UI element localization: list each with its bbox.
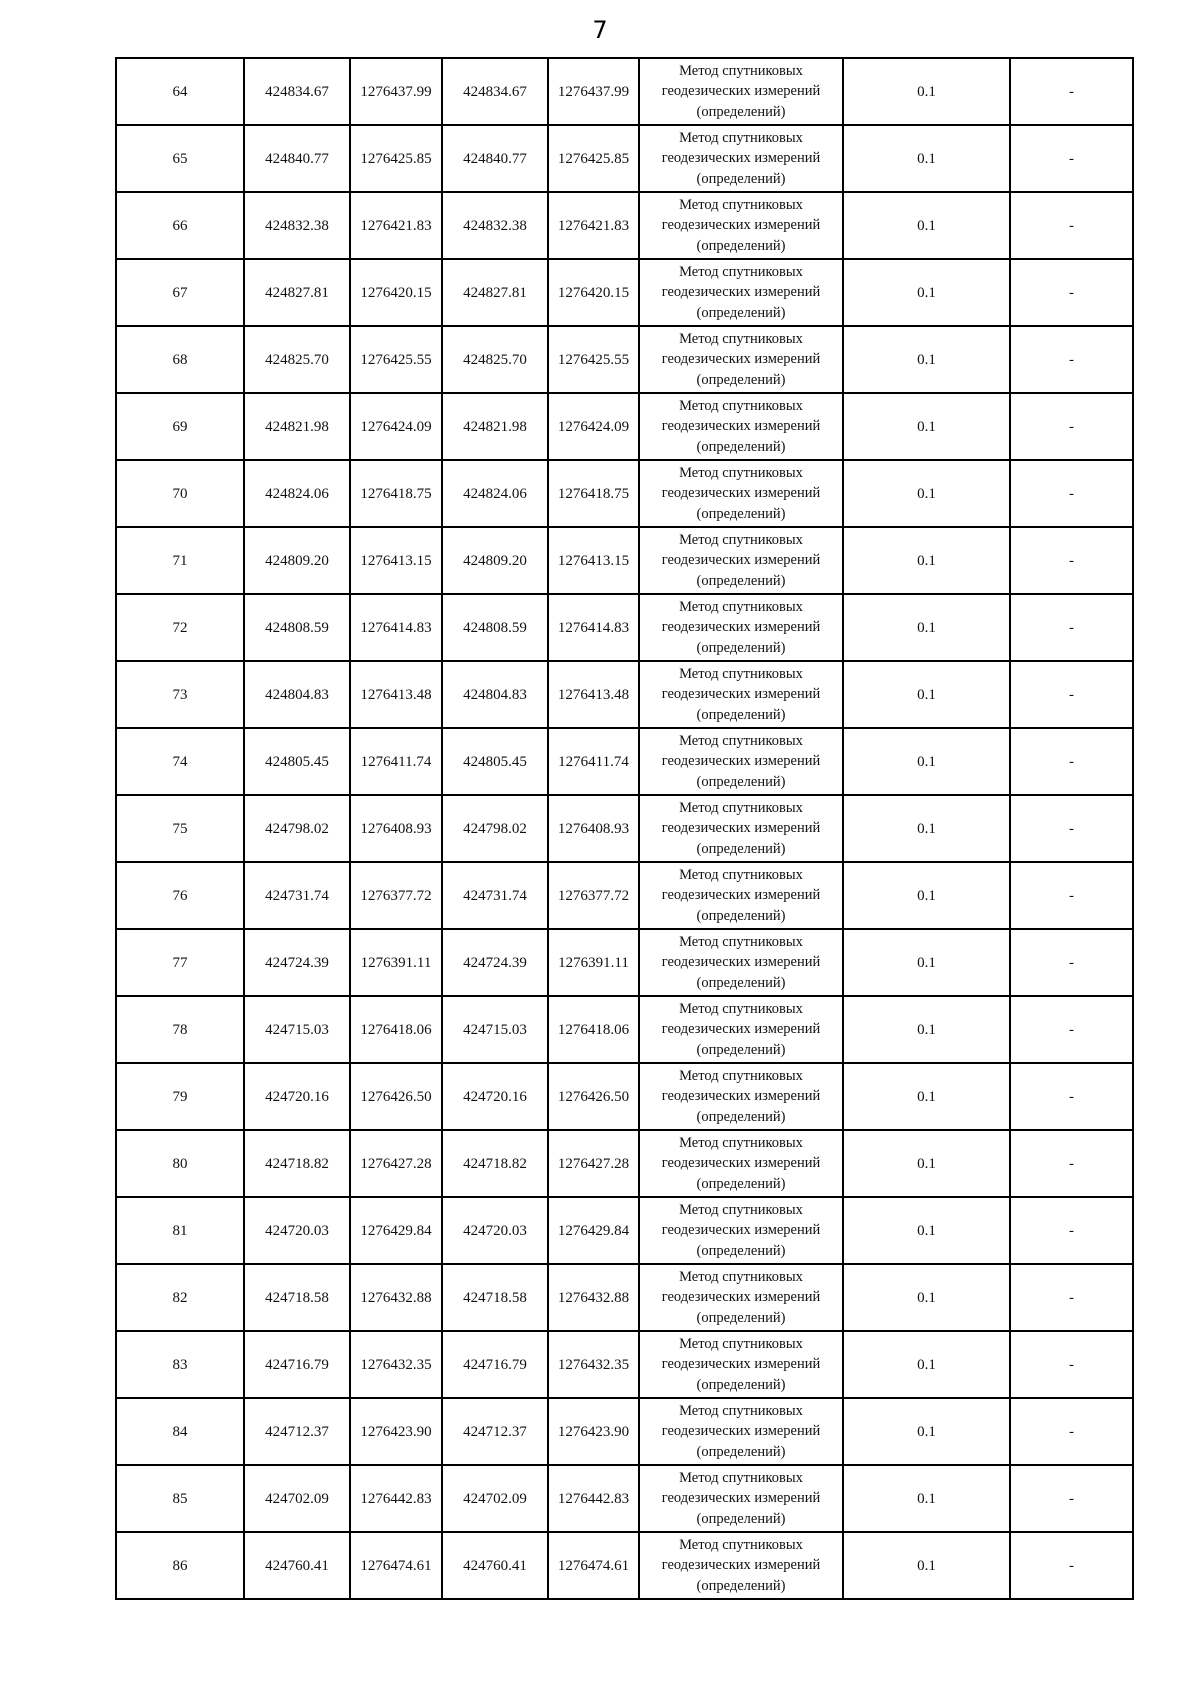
refined-x-cell: 424805.45 [442, 728, 548, 795]
accuracy-cell: 0.1 [843, 393, 1010, 460]
existing-y-cell: 1276437.99 [350, 58, 442, 125]
method-cell: Метод спутниковых геодезических измерений (определений) [639, 393, 843, 460]
table-row [116, 661, 1133, 728]
existing-y-cell: 1276413.15 [350, 527, 442, 594]
existing-y-cell: 1276427.28 [350, 1130, 442, 1197]
note-cell: - [1010, 393, 1133, 460]
refined-x-cell: 424718.58 [442, 1264, 548, 1331]
refined-y-cell: 1276425.85 [548, 125, 639, 192]
accuracy-cell: 0.1 [843, 1130, 1010, 1197]
existing-x-cell: 424724.39 [244, 929, 350, 996]
point-number-cell: 66 [116, 192, 244, 259]
accuracy-cell: 0.1 [843, 1532, 1010, 1599]
note-cell: - [1010, 326, 1133, 393]
method-cell: Метод спутниковых геодезических измерений (определений) [639, 527, 843, 594]
refined-y-cell: 1276413.15 [548, 527, 639, 594]
table-row [116, 1264, 1133, 1331]
refined-y-cell: 1276414.83 [548, 594, 639, 661]
refined-x-cell: 424821.98 [442, 393, 548, 460]
existing-y-cell: 1276426.50 [350, 1063, 442, 1130]
refined-y-cell: 1276427.28 [548, 1130, 639, 1197]
refined-x-cell: 424716.79 [442, 1331, 548, 1398]
existing-x-cell: 424720.03 [244, 1197, 350, 1264]
existing-x-cell: 424832.38 [244, 192, 350, 259]
existing-y-cell: 1276425.85 [350, 125, 442, 192]
table-body [116, 58, 1133, 1599]
refined-x-cell: 424724.39 [442, 929, 548, 996]
point-number-cell: 68 [116, 326, 244, 393]
note-cell: - [1010, 594, 1133, 661]
refined-x-cell: 424840.77 [442, 125, 548, 192]
refined-y-cell: 1276391.11 [548, 929, 639, 996]
existing-y-cell: 1276423.90 [350, 1398, 442, 1465]
point-number-cell: 67 [116, 259, 244, 326]
table-row [116, 1130, 1133, 1197]
point-number-cell: 81 [116, 1197, 244, 1264]
accuracy-cell: 0.1 [843, 1264, 1010, 1331]
existing-x-cell: 424821.98 [244, 393, 350, 460]
note-cell: - [1010, 125, 1133, 192]
refined-x-cell: 424834.67 [442, 58, 548, 125]
point-number-cell: 80 [116, 1130, 244, 1197]
method-cell: Метод спутниковых геодезических измерений (определений) [639, 728, 843, 795]
point-number-cell: 64 [116, 58, 244, 125]
existing-x-cell: 424824.06 [244, 460, 350, 527]
table-row [116, 594, 1133, 661]
existing-y-cell: 1276418.06 [350, 996, 442, 1063]
refined-y-cell: 1276408.93 [548, 795, 639, 862]
method-cell: Метод спутниковых геодезических измерений (определений) [639, 1398, 843, 1465]
existing-x-cell: 424805.45 [244, 728, 350, 795]
point-number-cell: 83 [116, 1331, 244, 1398]
accuracy-cell: 0.1 [843, 527, 1010, 594]
refined-x-cell: 424718.82 [442, 1130, 548, 1197]
method-cell: Метод спутниковых геодезических измерений (определений) [639, 795, 843, 862]
refined-x-cell: 424809.20 [442, 527, 548, 594]
existing-y-cell: 1276424.09 [350, 393, 442, 460]
refined-y-cell: 1276421.83 [548, 192, 639, 259]
method-cell: Метод спутниковых геодезических измерений (определений) [639, 1465, 843, 1532]
method-cell: Метод спутниковых геодезических измерений (определений) [639, 1331, 843, 1398]
refined-x-cell: 424731.74 [442, 862, 548, 929]
refined-y-cell: 1276424.09 [548, 393, 639, 460]
table-row [116, 1331, 1133, 1398]
accuracy-cell: 0.1 [843, 996, 1010, 1063]
note-cell: - [1010, 1532, 1133, 1599]
point-number-cell: 78 [116, 996, 244, 1063]
point-number-cell: 84 [116, 1398, 244, 1465]
existing-x-cell: 424825.70 [244, 326, 350, 393]
note-cell: - [1010, 1398, 1133, 1465]
refined-x-cell: 424825.70 [442, 326, 548, 393]
point-number-cell: 85 [116, 1465, 244, 1532]
existing-x-cell: 424809.20 [244, 527, 350, 594]
table-row [116, 1197, 1133, 1264]
note-cell: - [1010, 1465, 1133, 1532]
existing-y-cell: 1276418.75 [350, 460, 442, 527]
refined-x-cell: 424804.83 [442, 661, 548, 728]
note-cell: - [1010, 728, 1133, 795]
existing-x-cell: 424712.37 [244, 1398, 350, 1465]
accuracy-cell: 0.1 [843, 326, 1010, 393]
method-cell: Метод спутниковых геодезических измерений (определений) [639, 1264, 843, 1331]
refined-y-cell: 1276418.06 [548, 996, 639, 1063]
refined-x-cell: 424824.06 [442, 460, 548, 527]
existing-y-cell: 1276474.61 [350, 1532, 442, 1599]
existing-x-cell: 424731.74 [244, 862, 350, 929]
note-cell: - [1010, 1063, 1133, 1130]
existing-y-cell: 1276408.93 [350, 795, 442, 862]
note-cell: - [1010, 527, 1133, 594]
method-cell: Метод спутниковых геодезических измерений (определений) [639, 862, 843, 929]
table-row [116, 728, 1133, 795]
existing-x-cell: 424716.79 [244, 1331, 350, 1398]
point-number-cell: 75 [116, 795, 244, 862]
refined-x-cell: 424720.03 [442, 1197, 548, 1264]
method-cell: Метод спутниковых геодезических измерений (определений) [639, 1130, 843, 1197]
table-row [116, 527, 1133, 594]
method-cell: Метод спутниковых геодезических измерений (определений) [639, 929, 843, 996]
existing-x-cell: 424804.83 [244, 661, 350, 728]
accuracy-cell: 0.1 [843, 594, 1010, 661]
accuracy-cell: 0.1 [843, 1465, 1010, 1532]
refined-y-cell: 1276437.99 [548, 58, 639, 125]
existing-y-cell: 1276391.11 [350, 929, 442, 996]
existing-y-cell: 1276411.74 [350, 728, 442, 795]
refined-x-cell: 424832.38 [442, 192, 548, 259]
method-cell: Метод спутниковых геодезических измерений (определений) [639, 125, 843, 192]
refined-y-cell: 1276418.75 [548, 460, 639, 527]
table-row [116, 862, 1133, 929]
method-cell: Метод спутниковых геодезических измерений (определений) [639, 594, 843, 661]
existing-x-cell: 424715.03 [244, 996, 350, 1063]
existing-x-cell: 424827.81 [244, 259, 350, 326]
note-cell: - [1010, 661, 1133, 728]
point-number-cell: 86 [116, 1532, 244, 1599]
note-cell: - [1010, 58, 1133, 125]
refined-y-cell: 1276423.90 [548, 1398, 639, 1465]
refined-x-cell: 424712.37 [442, 1398, 548, 1465]
table-row [116, 460, 1133, 527]
existing-y-cell: 1276442.83 [350, 1465, 442, 1532]
refined-x-cell: 424798.02 [442, 795, 548, 862]
refined-y-cell: 1276442.83 [548, 1465, 639, 1532]
table-row [116, 192, 1133, 259]
page-number: 7 [592, 16, 608, 44]
note-cell: - [1010, 996, 1133, 1063]
point-number-cell: 79 [116, 1063, 244, 1130]
table-row [116, 393, 1133, 460]
existing-y-cell: 1276413.48 [350, 661, 442, 728]
point-number-cell: 82 [116, 1264, 244, 1331]
point-number-cell: 70 [116, 460, 244, 527]
point-number-cell: 77 [116, 929, 244, 996]
table-row [116, 326, 1133, 393]
accuracy-cell: 0.1 [843, 192, 1010, 259]
accuracy-cell: 0.1 [843, 661, 1010, 728]
point-number-cell: 73 [116, 661, 244, 728]
accuracy-cell: 0.1 [843, 460, 1010, 527]
method-cell: Метод спутниковых геодезических измерений (определений) [639, 58, 843, 125]
coordinates-table [115, 57, 1134, 1600]
note-cell: - [1010, 192, 1133, 259]
table-row [116, 259, 1133, 326]
accuracy-cell: 0.1 [843, 795, 1010, 862]
accuracy-cell: 0.1 [843, 1398, 1010, 1465]
refined-y-cell: 1276420.15 [548, 259, 639, 326]
point-number-cell: 72 [116, 594, 244, 661]
existing-y-cell: 1276432.88 [350, 1264, 442, 1331]
table-row [116, 929, 1133, 996]
existing-x-cell: 424718.82 [244, 1130, 350, 1197]
refined-y-cell: 1276432.88 [548, 1264, 639, 1331]
method-cell: Метод спутниковых геодезических измерений (определений) [639, 192, 843, 259]
note-cell: - [1010, 1197, 1133, 1264]
accuracy-cell: 0.1 [843, 125, 1010, 192]
table-row [116, 1398, 1133, 1465]
accuracy-cell: 0.1 [843, 728, 1010, 795]
point-number-cell: 69 [116, 393, 244, 460]
accuracy-cell: 0.1 [843, 1197, 1010, 1264]
existing-x-cell: 424798.02 [244, 795, 350, 862]
existing-y-cell: 1276420.15 [350, 259, 442, 326]
refined-y-cell: 1276474.61 [548, 1532, 639, 1599]
refined-x-cell: 424715.03 [442, 996, 548, 1063]
refined-y-cell: 1276377.72 [548, 862, 639, 929]
refined-y-cell: 1276425.55 [548, 326, 639, 393]
point-number-cell: 71 [116, 527, 244, 594]
method-cell: Метод спутниковых геодезических измерений (определений) [639, 1063, 843, 1130]
accuracy-cell: 0.1 [843, 1331, 1010, 1398]
table-row [116, 996, 1133, 1063]
point-number-cell: 76 [116, 862, 244, 929]
existing-y-cell: 1276414.83 [350, 594, 442, 661]
method-cell: Метод спутниковых геодезических измерений (определений) [639, 326, 843, 393]
accuracy-cell: 0.1 [843, 929, 1010, 996]
table-row [116, 125, 1133, 192]
refined-x-cell: 424720.16 [442, 1063, 548, 1130]
method-cell: Метод спутниковых геодезических измерений (определений) [639, 259, 843, 326]
refined-x-cell: 424827.81 [442, 259, 548, 326]
accuracy-cell: 0.1 [843, 58, 1010, 125]
note-cell: - [1010, 460, 1133, 527]
existing-y-cell: 1276429.84 [350, 1197, 442, 1264]
refined-x-cell: 424760.41 [442, 1532, 548, 1599]
method-cell: Метод спутниковых геодезических измерений (определений) [639, 1197, 843, 1264]
table-row [116, 1532, 1133, 1599]
table-row [116, 1063, 1133, 1130]
method-cell: Метод спутниковых геодезических измерений (определений) [639, 1532, 843, 1599]
point-number-cell: 74 [116, 728, 244, 795]
existing-y-cell: 1276432.35 [350, 1331, 442, 1398]
refined-x-cell: 424808.59 [442, 594, 548, 661]
existing-x-cell: 424718.58 [244, 1264, 350, 1331]
table-row [116, 795, 1133, 862]
note-cell: - [1010, 795, 1133, 862]
existing-x-cell: 424760.41 [244, 1532, 350, 1599]
existing-y-cell: 1276377.72 [350, 862, 442, 929]
existing-x-cell: 424808.59 [244, 594, 350, 661]
refined-y-cell: 1276426.50 [548, 1063, 639, 1130]
table-row [116, 1465, 1133, 1532]
method-cell: Метод спутниковых геодезических измерений (определений) [639, 460, 843, 527]
existing-x-cell: 424702.09 [244, 1465, 350, 1532]
note-cell: - [1010, 1331, 1133, 1398]
accuracy-cell: 0.1 [843, 862, 1010, 929]
note-cell: - [1010, 862, 1133, 929]
point-number-cell: 65 [116, 125, 244, 192]
refined-y-cell: 1276429.84 [548, 1197, 639, 1264]
existing-x-cell: 424834.67 [244, 58, 350, 125]
note-cell: - [1010, 1130, 1133, 1197]
refined-x-cell: 424702.09 [442, 1465, 548, 1532]
refined-y-cell: 1276432.35 [548, 1331, 639, 1398]
refined-y-cell: 1276413.48 [548, 661, 639, 728]
table-row [116, 58, 1133, 125]
note-cell: - [1010, 259, 1133, 326]
existing-x-cell: 424840.77 [244, 125, 350, 192]
accuracy-cell: 0.1 [843, 259, 1010, 326]
note-cell: - [1010, 929, 1133, 996]
method-cell: Метод спутниковых геодезических измерений (определений) [639, 996, 843, 1063]
method-cell: Метод спутниковых геодезических измерений (определений) [639, 661, 843, 728]
existing-x-cell: 424720.16 [244, 1063, 350, 1130]
accuracy-cell: 0.1 [843, 1063, 1010, 1130]
refined-y-cell: 1276411.74 [548, 728, 639, 795]
existing-y-cell: 1276421.83 [350, 192, 442, 259]
existing-y-cell: 1276425.55 [350, 326, 442, 393]
note-cell: - [1010, 1264, 1133, 1331]
